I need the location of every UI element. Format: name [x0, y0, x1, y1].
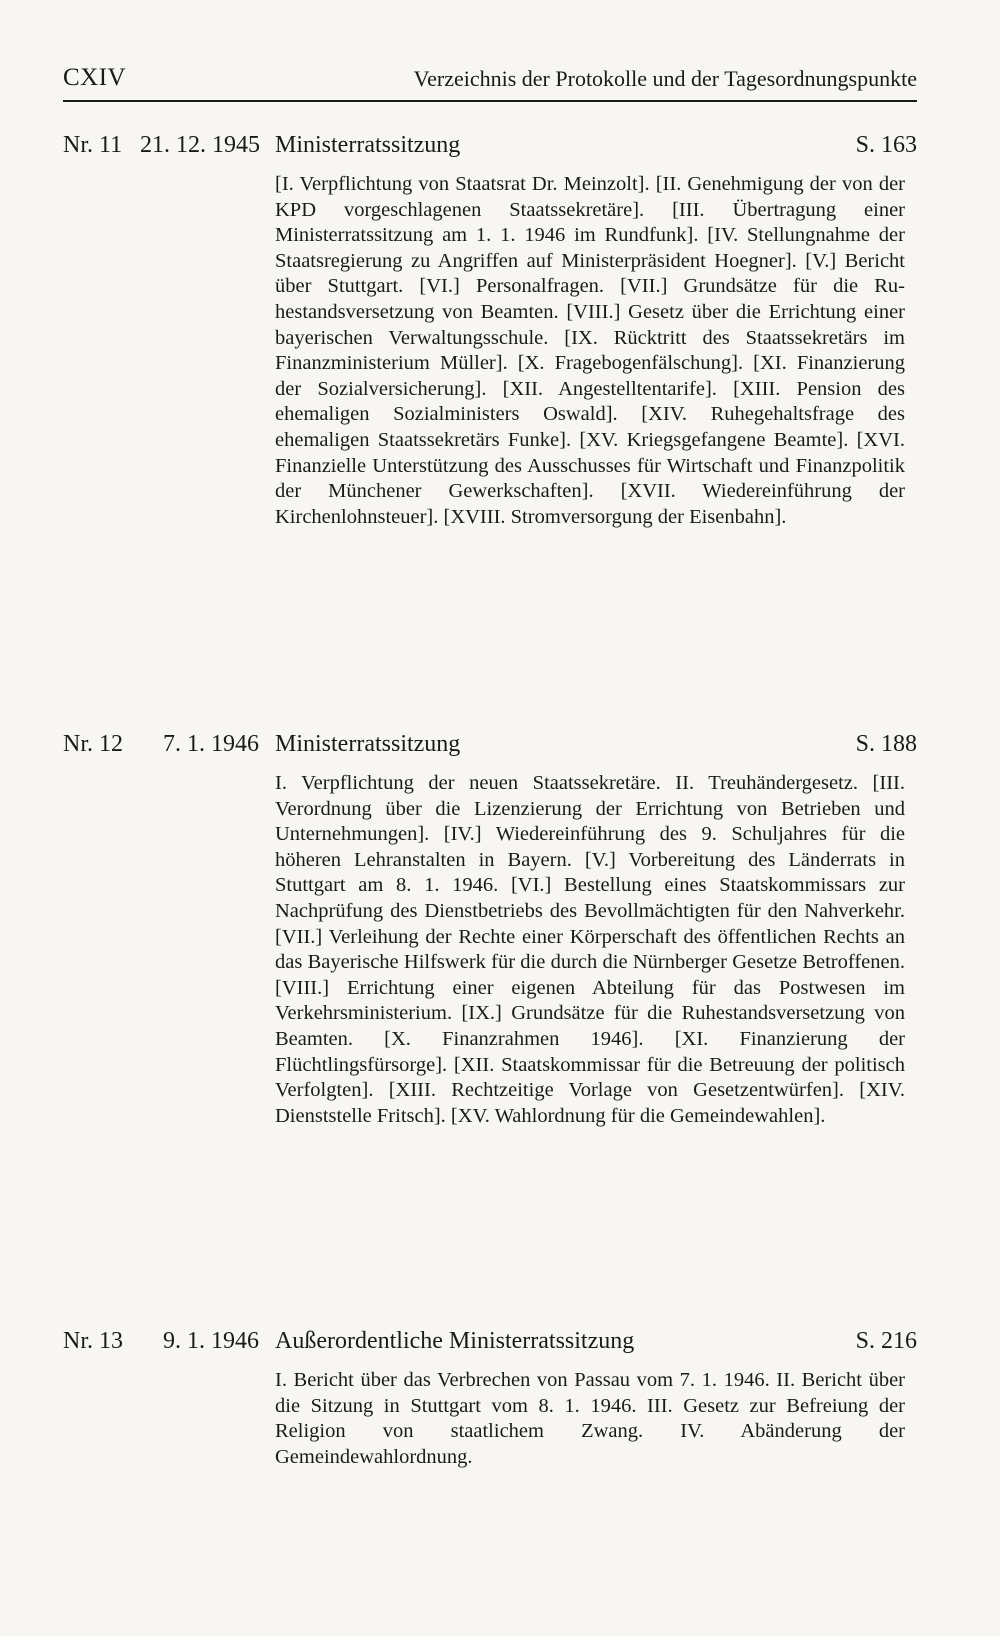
entry-heading [63, 132, 917, 166]
entry-heading [63, 731, 917, 765]
entry-agenda-text: [I. Verpflichtung von Staatsrat Dr. Meinzolt]. [II. Genehmigung der von der KPD vorgeschlagenen Staatssekretäre]. [III. Übertragung einer Ministerratssitzung am 1. 1. 1946 im Rundfunk]. [IV. Stellungnahme der Staatsregierung zu Angriffen auf Ministerpräsident Hoegner]. [V.] Bericht über Stuttgart. [VI.] Personalfragen. [VII.] Grundsätze für die Ruhestandsversetzung von Beamten. [VIII.] Gesetz über die Errichtung einer bayerischen Verwaltungsschule. [IX. Rücktritt des Staatssekretärs im Finanzministerium Müller]. [X. Fragebogenfälschung]. [XI. Finanzierung der Sozialversicherung]. [XII. Angestelltentarife]. [XIII. Pension des ehemaligen Sozialministers Oswald]. [XIV. Ruhegehaltsfrage des ehemaligen Staatssekretärs Funke]. [XV. Kriegsgefangene Beamte]. [XVI. Finanzielle Unterstützung des Ausschusses für Wirtschaft und Finanzpolitik der Münchener Gewerkschaften]. [XVII. Wiedereinführung der Kirchenlohnsteuer]. [XVIII. Stromversorgung der Eisenbahn]. [275, 173, 905, 528]
header-rule [63, 100, 917, 102]
entry-date: 9. 1. 1946 [163, 1328, 259, 1354]
protocol-entry [63, 132, 917, 528]
running-head-title: Verzeichnis der Protokolle und der Tagesordnungspunkte [413, 66, 917, 91]
entry-date: 21. 12. 1945 [140, 132, 260, 158]
entry-heading [63, 1328, 917, 1362]
entry-agenda-text: I. Verpflichtung der neuen Staatssekretäre. II. Treuhändergesetz. [III. Verordnung über die Lizenzierung der Errichtung von Betrieben und Unternehmungen]. [IV.] Wiedereinführung des 9. Schuljahres für die höheren Lehranstalten in Bayern. [V.] Vorbereitung des Länderrats in Stuttgart am 8. 1. 1946. [VI.] Bestellung eines Staatskommissars zur Nachprüfung des Dienstbetriebs des Bevollmächtigten für den Nahverkehr. [VII.] Verleihung der Rechte einer Körperschaft des öffentlichen Rechts an das Bayerische Hilfswerk für die durch die Nürnberger Gesetze Betroffenen. [VIII.] Errichtung einer eigenen Abteilung für das Postwesen im Verkehrsministerium. [IX.] Grundsätze für die Ruhestandsversetzung von Beamten. [X. Finanzrahmen 1946]. [XI. Finanzierung der Flüchtlingsfürsorge]. [XII. Staatskommissar für die Betreuung der politisch Verfolgten]. [XIII. Rechtzeitige Vorlage von Gesetzentwürfen]. [XIV. Dienststelle Fritsch]. [XV. Wahlordnung für die Gemeindewahlen]. [275, 772, 905, 1127]
entry-title: Ministerratssitzung [275, 731, 461, 757]
protocol-entry [63, 731, 917, 1127]
entry-number: Nr. 13 [63, 1328, 123, 1354]
protocol-entry [63, 1328, 917, 1468]
entry-title: Außerordentliche Ministerratssitzung [275, 1328, 635, 1354]
page-folio: CXIV [63, 64, 127, 91]
entry-page-ref: S. 216 [855, 1328, 917, 1354]
running-head [63, 64, 917, 100]
entry-page-ref: S. 163 [855, 132, 917, 158]
entry-date: 7. 1. 1946 [163, 731, 259, 757]
entry-number: Nr. 12 [63, 731, 123, 757]
entry-page-ref: S. 188 [855, 731, 917, 757]
entry-agenda-text: I. Bericht über das Verbrechen von Passau vom 7. 1. 1946. II. Bericht über die Sitzung in Stuttgart vom 8. 1. 1946. III. Gesetz zur Befreiung der Religion von staatlichem Zwang. IV. Abänderung der Gemeindewahlordnung. [275, 1369, 905, 1468]
entry-number: Nr. 11 [63, 132, 123, 158]
entry-title: Ministerratssitzung [275, 132, 461, 158]
